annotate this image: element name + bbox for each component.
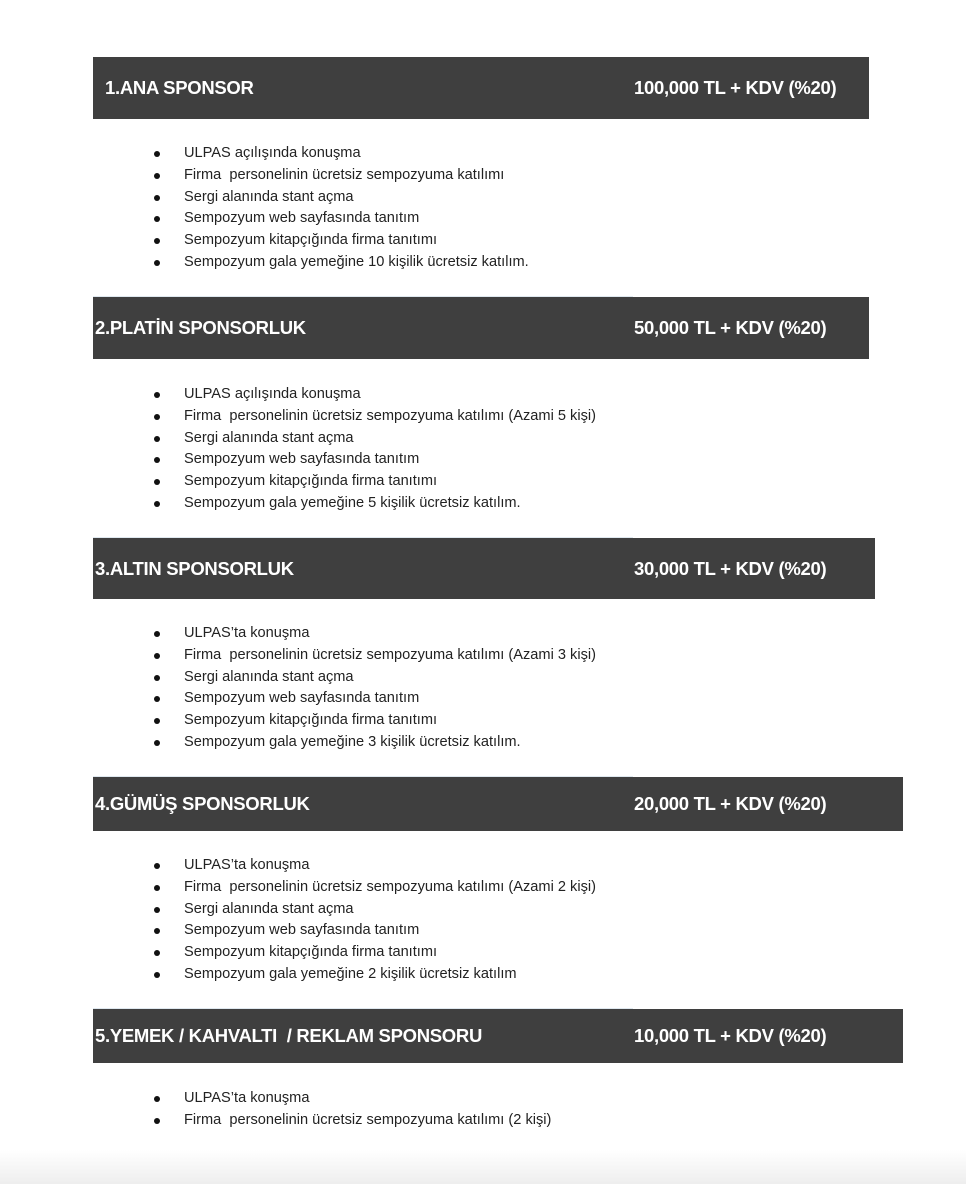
- list-item-label: Sempozyum web sayfasında tanıtım: [184, 451, 420, 468]
- list-item: [184, 920, 596, 942]
- bullet-icon: [154, 392, 160, 398]
- bullet-icon: [154, 479, 160, 485]
- list-item: [184, 1088, 551, 1110]
- list-item: [184, 732, 596, 754]
- list-item: [184, 471, 596, 493]
- list-item-label: ULPAS’ta konuşma: [184, 857, 310, 873]
- sponsor-header-2: [93, 297, 869, 359]
- list-item-label: Sempozyum gala yemeğine 10 kişilik ücretsiz katılım.: [184, 253, 529, 270]
- list-item: [184, 855, 596, 877]
- bullet-icon: [154, 907, 160, 913]
- list-item-label: ULPAS’ta konuşma: [184, 625, 310, 641]
- list-item: [184, 384, 596, 406]
- list-item: [184, 428, 596, 450]
- list-item-label: ULPAS açılışında konuşma: [184, 145, 361, 161]
- list-item: [184, 187, 529, 209]
- list-item: [184, 406, 596, 428]
- divider: [93, 1008, 633, 1009]
- list-item: [184, 143, 529, 165]
- list-item-label: Sempozyum web sayfasında tanıtım: [184, 210, 420, 227]
- bullet-icon: [154, 1096, 160, 1102]
- bullet-icon: [154, 151, 160, 157]
- bullet-icon: [154, 696, 160, 702]
- list-item-label: Sergi alanında stant açma: [184, 429, 354, 446]
- list-item-label: Sempozyum kitapçığında firma tanıtımı: [184, 712, 438, 729]
- sponsor-title: 5.YEMEK / KAHVALTI / REKLAM SPONSORU: [95, 1025, 483, 1046]
- list-item-label: Sempozyum kitapçığında firma tanıtımı: [184, 944, 438, 961]
- list-item-label: Firma personelinin ücretsiz sempozyuma katılımı (Azami 3 kişi): [184, 646, 596, 663]
- list-item: [184, 230, 529, 252]
- list-item-label: Sergi alanında stant açma: [184, 900, 354, 917]
- bullet-icon: [154, 740, 160, 746]
- bullet-icon: [154, 928, 160, 934]
- list-item: [184, 252, 529, 274]
- bullet-icon: [154, 436, 160, 442]
- list-item-label: Sempozyum kitapçığında firma tanıtımı: [184, 232, 438, 249]
- benefit-list-2: [184, 384, 596, 515]
- sponsor-price: 100,000 TL + KDV (%20): [634, 77, 837, 98]
- list-item-label: Sempozyum gala yemeğine 3 kişilik ücretsiz katılım.: [184, 733, 521, 750]
- bullet-icon: [154, 260, 160, 266]
- benefit-list-5: [184, 1088, 551, 1132]
- list-item-label: Sempozyum kitapçığında firma tanıtımı: [184, 473, 438, 490]
- list-item: [184, 208, 529, 230]
- sponsor-header-5: [93, 1009, 903, 1063]
- bullet-icon: [154, 631, 160, 637]
- list-item: [184, 1110, 551, 1132]
- list-item: [184, 165, 529, 187]
- bullet-icon: [154, 675, 160, 681]
- list-item-label: ULPAS’ta konuşma: [184, 1090, 310, 1106]
- list-item: [184, 688, 596, 710]
- sponsor-price: 10,000 TL + KDV (%20): [634, 1025, 827, 1046]
- list-item: [184, 964, 596, 986]
- list-item: [184, 877, 596, 899]
- list-item-label: Sergi alanında stant açma: [184, 188, 354, 205]
- sponsor-header-3: [93, 538, 875, 599]
- divider: [93, 537, 633, 538]
- sponsor-header-1: [93, 57, 869, 119]
- sponsor-price: 50,000 TL + KDV (%20): [634, 317, 827, 338]
- divider: [93, 776, 633, 777]
- bullet-icon: [154, 216, 160, 222]
- list-item-label: Sempozyum gala yemeğine 2 kişilik ücretsiz katılım: [184, 965, 517, 982]
- sponsor-price: 20,000 TL + KDV (%20): [634, 793, 827, 814]
- bullet-icon: [154, 653, 160, 659]
- sponsor-title: 2.PLATİN SPONSORLUK: [95, 317, 306, 338]
- bullet-icon: [154, 863, 160, 869]
- list-item: [184, 645, 596, 667]
- bullet-icon: [154, 173, 160, 179]
- list-item-label: Firma personelinin ücretsiz sempozyuma katılımı (Azami 2 kişi): [184, 878, 596, 895]
- list-item-label: Sergi alanında stant açma: [184, 668, 354, 685]
- benefit-list-3: [184, 623, 596, 754]
- sponsor-header-4: [93, 777, 903, 831]
- bullet-icon: [154, 501, 160, 507]
- benefit-list-4: [184, 855, 596, 986]
- bullet-icon: [154, 238, 160, 244]
- bullet-icon: [154, 885, 160, 891]
- list-item-label: Firma personelinin ücretsiz sempozyuma katılımı: [184, 166, 505, 183]
- bullet-icon: [154, 972, 160, 978]
- bullet-icon: [154, 414, 160, 420]
- bullet-icon: [154, 195, 160, 201]
- bullet-icon: [154, 1118, 160, 1124]
- sponsor-title: 1.ANA SPONSOR: [105, 77, 254, 98]
- benefit-list-1: [184, 143, 529, 274]
- sponsor-title: 3.ALTIN SPONSORLUK: [95, 557, 294, 579]
- list-item-label: Sempozyum web sayfasında tanıtım: [184, 690, 420, 707]
- divider: [93, 296, 633, 297]
- list-item: [184, 493, 596, 515]
- page-edge-shadow: [0, 1150, 966, 1184]
- list-item: [184, 449, 596, 471]
- list-item-label: Firma personelinin ücretsiz sempozyuma katılımı (2 kişi): [184, 1111, 552, 1128]
- bullet-icon: [154, 457, 160, 463]
- list-item: [184, 942, 596, 964]
- sponsor-price: 30,000 TL + KDV (%20): [634, 557, 827, 579]
- list-item-label: Sempozyum gala yemeğine 5 kişilik ücretsiz katılım.: [184, 494, 521, 511]
- list-item: [184, 623, 596, 645]
- bullet-icon: [154, 718, 160, 724]
- list-item: [184, 899, 596, 921]
- bullet-icon: [154, 950, 160, 956]
- sponsor-title: 4.GÜMÜŞ SPONSORLUK: [95, 793, 310, 814]
- list-item-label: ULPAS açılışında konuşma: [184, 386, 361, 402]
- list-item: [184, 667, 596, 689]
- list-item-label: Sempozyum web sayfasında tanıtım: [184, 922, 420, 939]
- list-item: [184, 710, 596, 732]
- list-item-label: Firma personelinin ücretsiz sempozyuma katılımı (Azami 5 kişi): [184, 407, 596, 424]
